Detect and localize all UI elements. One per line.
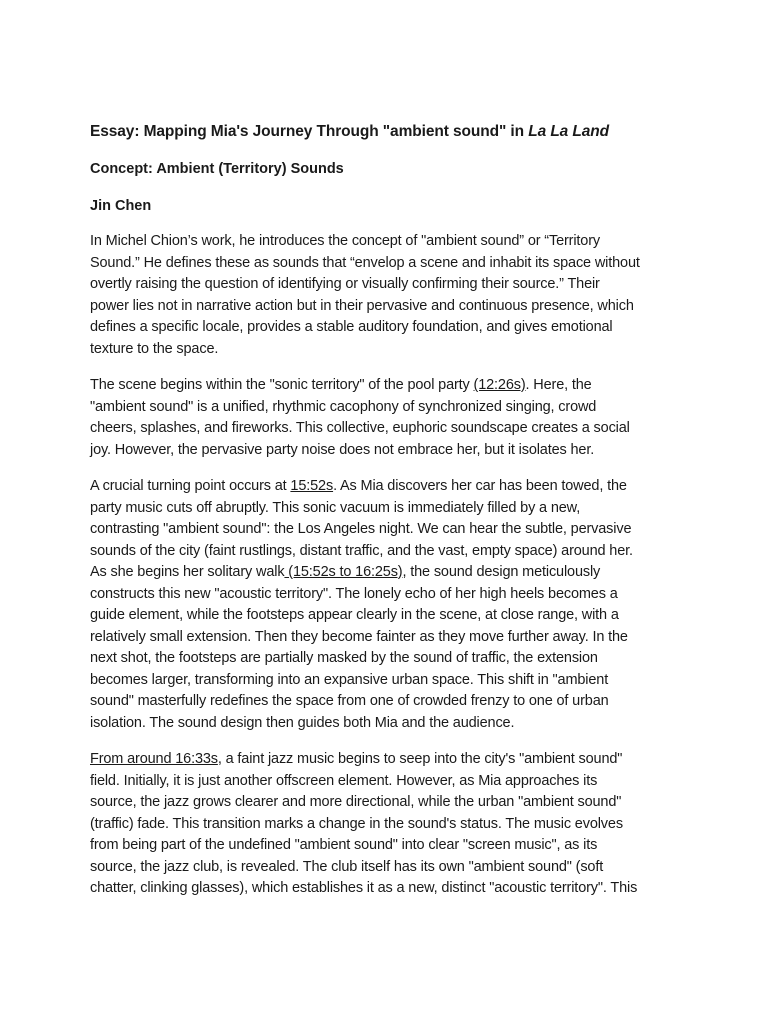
paragraph-line [90, 670, 682, 692]
author-name: Jin Chen [90, 198, 152, 214]
text-span: power lies not in narrative action but in their pervasive and continuous presence, which [90, 297, 634, 314]
text-span: from being part of the undefined "ambient sound" into clear "screen music", as its [90, 837, 598, 853]
paragraph-line [90, 691, 682, 713]
paragraph-line [90, 562, 682, 584]
text-span: , a faint jazz music begins to seep into the city's "ambient sound" [217, 751, 623, 767]
paragraph [90, 749, 682, 900]
paragraph-line [90, 857, 682, 879]
essay-page [90, 120, 682, 915]
text-span: chatter, clinking glasses), which establishes it as a new, distinct "acoustic territory". This [90, 880, 638, 896]
paragraph-line [90, 231, 682, 253]
text-span: field. Initially, it is just another offscreen element. However, as Mia approaches its [90, 772, 598, 789]
paragraph-line [90, 418, 682, 440]
timestamp-link[interactable]: (12:26s) [473, 377, 526, 393]
text-span: isolation. The sound design then guides both Mia and the audience. [90, 714, 515, 731]
text-span: guide element, while the footsteps appear clearly in the scene, at close range, with a [90, 607, 619, 623]
paragraph-line [90, 749, 682, 771]
film-title: La La Land [528, 123, 610, 140]
text-span: . Here, the [525, 377, 592, 393]
paragraph-line [90, 397, 682, 419]
paragraph-line [90, 835, 682, 857]
paragraph-line [90, 584, 682, 606]
text-span: sounds of the city (faint rustlings, distant traffic, and the vast, empty space) around her. [90, 542, 633, 559]
paragraph [90, 231, 682, 360]
text-span: becomes larger, transforming into an expansive urban space. This shift in "ambient [90, 671, 609, 688]
text-span: cheers, splashes, and fireworks. This collective, euphoric soundscape creates a social [90, 420, 630, 436]
paragraph-line [90, 541, 682, 563]
paragraph-line [90, 605, 682, 627]
paragraph-line [90, 317, 682, 339]
text-span: The scene begins within the "sonic territory" of the pool party [90, 377, 474, 393]
text-span: contrasting "ambient sound": the Los Angeles night. We can hear the subtle, pervasive [90, 521, 632, 537]
paragraph-line [90, 627, 682, 649]
text-span: , the sound design meticulously [402, 564, 601, 580]
paragraph-line [90, 476, 682, 498]
text-span: Sound.” He defines these as sounds that “envelop a scene and inhabit its space without [90, 254, 640, 271]
text-span: texture to the space. [90, 340, 219, 357]
paragraph-line [90, 253, 682, 275]
text-span: As she begins her solitary walk [90, 564, 285, 580]
text-span: defines a specific locale, provides a stable auditory foundation, and gives emotional [90, 319, 613, 335]
text-span: next shot, the footsteps are partially masked by the sound of traffic, the extension [90, 650, 598, 666]
paragraph-line [90, 814, 682, 836]
text-span: source, the jazz grows clearer and more directional, while the urban "ambient sound" [90, 794, 622, 810]
text-span: relatively small extension. Then they become fainter as they move further away. In the [90, 628, 628, 645]
paragraph-line [90, 375, 682, 397]
paragraph-line [90, 274, 682, 296]
essay-body [90, 231, 682, 900]
text-span: joy. However, the pervasive party noise does not embrace her, but it isolates her. [90, 441, 595, 458]
essay-title-text: Essay: Mapping Mia's Journey Through "ambient sound" in [90, 123, 529, 140]
paragraph-line [90, 498, 682, 520]
paragraph-line [90, 296, 682, 318]
paragraph-line [90, 339, 682, 361]
text-span: overtly raising the question of identifying or visually confirming their source.” Their [90, 276, 600, 292]
paragraph-line [90, 648, 682, 670]
text-span: party music cuts off abruptly. This sonic vacuum is immediately filled by a new, [90, 499, 581, 516]
paragraph-line [90, 792, 682, 814]
timestamp-link[interactable]: From around 16:33s [90, 751, 218, 767]
paragraph [90, 375, 682, 461]
timestamp-link[interactable]: 15:52s [290, 478, 334, 494]
text-span: sound" masterfully redefines the space from one of crowded frenzy to one of urban [90, 693, 609, 709]
text-span: In Michel Chion’s work, he introduces the concept of "ambient sound” or “Territory [90, 233, 600, 249]
concept-heading: Concept: Ambient (Territory) Sounds [90, 161, 344, 177]
text-span: A crucial turning point occurs at [90, 478, 291, 494]
text-span: source, the jazz club, is revealed. The club itself has its own "ambient sound" (soft [90, 858, 604, 875]
paragraph-line [90, 713, 682, 735]
paragraph-line [90, 519, 682, 541]
text-span: (traffic) fade. This transition marks a change in the sound's status. The music evolves [90, 815, 623, 832]
paragraph-line [90, 440, 682, 462]
timestamp-link[interactable]: (15:52s to 16:25s) [284, 564, 403, 580]
paragraph-line [90, 771, 682, 793]
essay-title [90, 120, 682, 144]
paragraph-line [90, 878, 682, 900]
text-span: . As Mia discovers her car has been towed, the [333, 478, 627, 494]
paragraph [90, 476, 682, 734]
text-span: "ambient sound" is a unified, rhythmic cacophony of synchronized singing, crowd [90, 398, 597, 415]
text-span: constructs this new "acoustic territory". The lonely echo of her high heels becomes a [90, 585, 618, 602]
